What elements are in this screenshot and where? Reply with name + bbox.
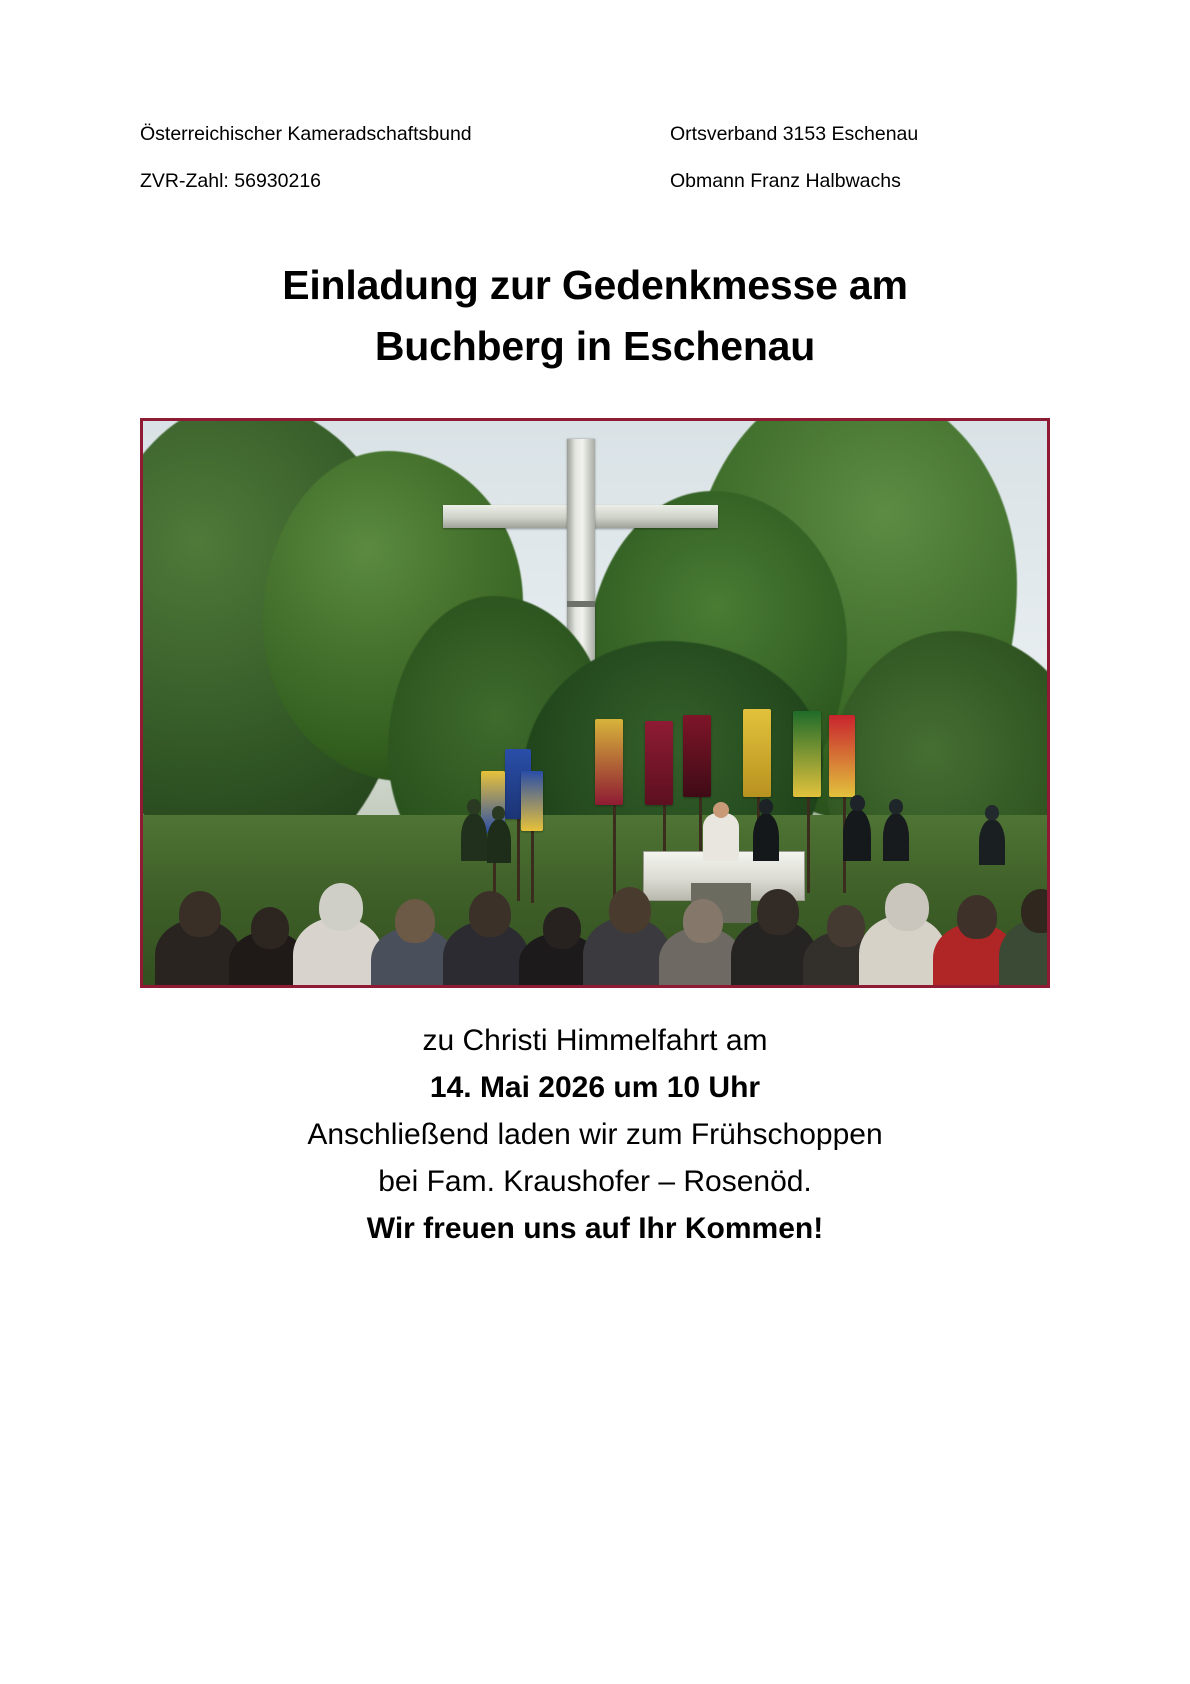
- guard-head: [889, 799, 903, 814]
- crowd-head: [395, 899, 435, 943]
- guard-figure: [883, 813, 909, 861]
- crowd-head: [683, 899, 723, 943]
- crowd-head: [543, 907, 581, 949]
- crowd-head: [827, 905, 865, 947]
- body-line-1: zu Christi Himmelfahrt am: [422, 1024, 768, 1058]
- invitation-body: [140, 1020, 1050, 1244]
- crowd-head: [319, 883, 363, 931]
- flag: [793, 711, 821, 797]
- flag: [829, 715, 855, 797]
- closing-line: Wir freuen uns auf Ihr Kommen!: [366, 1212, 824, 1246]
- crowd-head: [469, 891, 511, 937]
- flag: [683, 715, 711, 797]
- body-line-4: bei Fam. Kraushofer – Rosenöd.: [378, 1165, 812, 1199]
- header-row-2: [140, 169, 1050, 192]
- guard-figure: [979, 819, 1005, 865]
- chairman-name: Obmann Franz Halbwachs: [670, 169, 901, 192]
- event-date-time: 14. Mai 2026 um 10 Uhr: [429, 1071, 761, 1105]
- crowd-head: [1021, 889, 1050, 933]
- flag: [743, 709, 771, 797]
- flag: [521, 771, 543, 831]
- zvr-number: ZVR-Zahl: 56930216: [140, 169, 322, 192]
- crowd-head: [179, 891, 221, 937]
- guard-head: [985, 805, 999, 820]
- guard-head: [850, 795, 865, 811]
- guard-head: [467, 799, 481, 814]
- guard-head: [759, 799, 773, 814]
- guard-figure: [461, 813, 487, 861]
- title-line-1: Einladung zur Gedenkmesse am: [282, 262, 908, 308]
- crowd-head: [885, 883, 929, 931]
- flag: [645, 721, 673, 805]
- page-title: [140, 255, 1050, 376]
- header-row-1: [140, 125, 1050, 145]
- flag: [595, 719, 623, 805]
- photo-container: [140, 418, 1050, 988]
- crowd-head: [251, 907, 289, 949]
- document-header: [140, 0, 1050, 191]
- body-line-3: Anschließend laden wir zum Frühschoppen: [307, 1118, 883, 1152]
- chapter-name: Ortsverband 3153 Eschenau: [670, 123, 919, 145]
- crowd-head: [757, 889, 799, 935]
- memorial-mass-photo: [140, 418, 1050, 988]
- title-line-2: Buchberg in Eschenau: [374, 322, 816, 369]
- priest-figure: [703, 813, 739, 861]
- guard-head: [492, 806, 505, 820]
- guard-figure: [753, 813, 779, 861]
- organisation-name: Österreichischer Kameradschaftsbund: [140, 123, 472, 145]
- crowd-head: [957, 895, 997, 939]
- cross-band: [567, 601, 595, 607]
- guard-figure: [487, 819, 511, 863]
- crowd-head: [609, 887, 651, 933]
- guard-figure: [843, 809, 871, 861]
